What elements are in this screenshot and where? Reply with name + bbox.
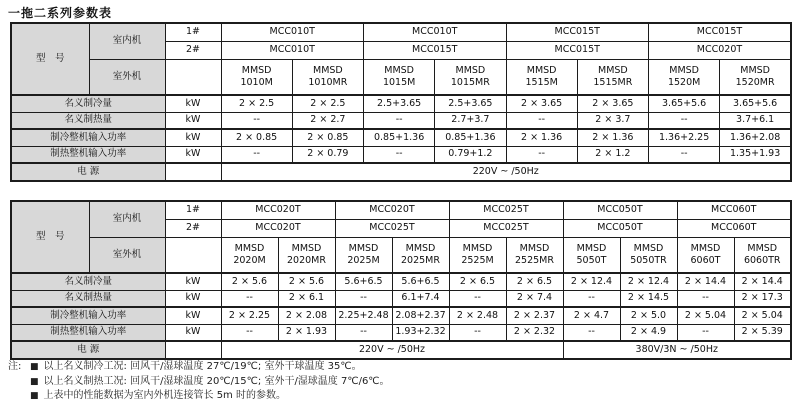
model-corner-label: 型 号 xyxy=(11,23,89,95)
unit-cell: kW xyxy=(165,307,221,324)
indoor-unit-2-model: MCC015T xyxy=(364,41,507,59)
table-2-container xyxy=(10,200,792,360)
spec-value-cell: -- xyxy=(449,290,506,307)
power-label: 电 源 xyxy=(11,163,165,181)
power-row xyxy=(11,341,791,359)
outdoor-brand: MMSD xyxy=(234,242,265,254)
spec-value-cell: 2.08+2.37 xyxy=(392,307,449,324)
spec-value-cell: 2 × 2.48 xyxy=(449,307,506,324)
outdoor-brand: MMSD xyxy=(348,242,379,254)
slot-1-label: 1# xyxy=(165,201,221,219)
spec-value-cell: 2 × 4.9 xyxy=(620,324,677,341)
unit-cell: kW xyxy=(165,146,221,163)
indoor-unit-1-model: MCC015T xyxy=(649,23,792,41)
spec-value-cell: 2 × 14.4 xyxy=(677,273,734,290)
spec-row xyxy=(11,307,791,324)
spec-row xyxy=(11,129,791,146)
spec-value-cell: -- xyxy=(221,146,292,163)
outdoor-model-number: 1515MR xyxy=(593,76,633,88)
outdoor-unit-model xyxy=(620,237,677,273)
outdoor-unit-model xyxy=(221,237,278,273)
outdoor-unit-model xyxy=(506,237,563,273)
spec-value-cell: 2 × 5.04 xyxy=(734,307,791,324)
spec-value-cell: 2.5+3.65 xyxy=(435,95,506,112)
outdoor-unit-label: 室外机 xyxy=(89,237,165,273)
spec-value-cell: 2 × 1.93 xyxy=(278,324,335,341)
spec-value-cell: -- xyxy=(449,324,506,341)
spec-value-cell: 2 × 1.36 xyxy=(577,129,648,146)
spec-value-cell: 2 × 5.0 xyxy=(620,307,677,324)
spec-row xyxy=(11,273,791,290)
outdoor-model-number: 1010MR xyxy=(308,76,348,88)
outdoor-unit-model xyxy=(435,59,506,95)
spec-value-cell: -- xyxy=(649,112,720,129)
spec-value-cell: -- xyxy=(221,112,292,129)
outdoor-brand: MMSD xyxy=(690,242,721,254)
notes-list xyxy=(30,360,390,404)
outdoor-model-number: 5050T xyxy=(576,254,607,266)
header-row-indoor-1 xyxy=(11,201,791,219)
spec-value-cell: 2 × 12.4 xyxy=(563,273,620,290)
spec-value-cell: 2 × 14.4 xyxy=(734,273,791,290)
indoor-unit-1-model: MCC050T xyxy=(563,201,677,219)
spec-row-label: 制热整机输入功率 xyxy=(11,146,165,163)
spec-row xyxy=(11,95,791,112)
spec-value-cell: 2 × 5.04 xyxy=(677,307,734,324)
note-item xyxy=(30,389,390,404)
indoor-unit-1-model: MCC025T xyxy=(449,201,563,219)
spec-value-cell: 2.5+3.65 xyxy=(364,95,435,112)
spec-value-cell: -- xyxy=(506,146,577,163)
outdoor-brand: MMSD xyxy=(519,242,550,254)
outdoor-brand: MMSD xyxy=(384,64,414,76)
spec-value-cell: -- xyxy=(364,112,435,129)
spec-value-cell: -- xyxy=(506,112,577,129)
power-value: 220V ~ /50Hz xyxy=(221,163,791,181)
spec-value-cell: 3.65+5.6 xyxy=(720,95,791,112)
series-table-2 xyxy=(10,200,792,360)
spec-value-cell: -- xyxy=(335,290,392,307)
outdoor-unit-model xyxy=(392,237,449,273)
spec-value-cell: 2 × 6.1 xyxy=(278,290,335,307)
spec-value-cell: -- xyxy=(221,324,278,341)
unit-cell: kW xyxy=(165,112,221,129)
spec-value-cell: 2 × 2.5 xyxy=(292,95,363,112)
spec-value-cell: 0.79+1.2 xyxy=(435,146,506,163)
spec-value-cell: 2.7+3.7 xyxy=(435,112,506,129)
outdoor-unit-spacer xyxy=(165,237,221,273)
spec-value-cell: 2 × 0.85 xyxy=(292,129,363,146)
spec-value-cell: -- xyxy=(221,290,278,307)
note-text: 以上名义制热工况: 回风干/湿球温度 20℃/15℃; 室外干/湿球温度 7℃/6℃。 xyxy=(43,375,390,387)
spec-value-cell: 5.6+6.5 xyxy=(392,273,449,290)
spec-value-cell: 2 × 3.65 xyxy=(506,95,577,112)
spec-value-cell: 2 × 2.7 xyxy=(292,112,363,129)
outdoor-brand: MMSD xyxy=(241,64,272,76)
indoor-unit-2-model: MCC025T xyxy=(449,219,563,237)
outdoor-unit-model xyxy=(649,59,720,95)
power-value: 220V ~ /50Hz xyxy=(221,341,563,359)
spec-value-cell: 2 × 6.5 xyxy=(449,273,506,290)
spec-value-cell: 2 × 1.36 xyxy=(506,129,577,146)
outdoor-unit-model xyxy=(364,59,435,95)
outdoor-brand: MMSD xyxy=(576,242,607,254)
outdoor-model-number: 6060T xyxy=(690,254,721,266)
spec-value-cell: 2 × 17.3 xyxy=(734,290,791,307)
slot-1-label: 1# xyxy=(165,23,221,41)
spec-value-cell: 2 × 2.08 xyxy=(278,307,335,324)
square-bullet-icon: ■ xyxy=(30,362,39,372)
outdoor-brand: MMSD xyxy=(633,242,664,254)
indoor-unit-1-model: MCC015T xyxy=(506,23,649,41)
outdoor-brand: MMSD xyxy=(526,64,557,76)
spec-value-cell: 2 × 2.5 xyxy=(221,95,292,112)
spec-value-cell: 1.36+2.25 xyxy=(649,129,720,146)
outdoor-brand: MMSD xyxy=(455,64,486,76)
spec-value-cell: 5.6+6.5 xyxy=(335,273,392,290)
outdoor-unit-model xyxy=(506,59,577,95)
power-label: 电 源 xyxy=(11,341,165,359)
outdoor-model-number: 2025MR xyxy=(401,254,440,266)
outdoor-unit-label: 室外机 xyxy=(89,59,165,95)
outdoor-model-number: 2025M xyxy=(347,254,380,266)
indoor-unit-2-model: MCC020T xyxy=(649,41,792,59)
model-corner-label: 型 号 xyxy=(11,201,89,273)
outdoor-model-number: 2525MR xyxy=(515,254,554,266)
outdoor-unit-model xyxy=(292,59,363,95)
indoor-unit-1-model: MCC010T xyxy=(221,23,364,41)
outdoor-model-number: 2020M xyxy=(233,254,266,266)
outdoor-unit-model xyxy=(221,59,292,95)
spec-value-cell: 2 × 2.25 xyxy=(221,307,278,324)
unit-cell: kW xyxy=(165,129,221,146)
spec-value-cell: 2 × 12.4 xyxy=(620,273,677,290)
indoor-unit-1-model: MCC020T xyxy=(335,201,449,219)
table-1-container xyxy=(10,22,792,182)
notes-section xyxy=(8,360,390,404)
power-unit-spacer xyxy=(165,163,221,181)
notes-prefix: 注: xyxy=(8,361,22,372)
header-row-outdoor xyxy=(11,59,791,95)
unit-cell: kW xyxy=(165,290,221,307)
spec-value-cell: -- xyxy=(649,146,720,163)
page-title: 一拖二系列参数表 xyxy=(8,6,113,20)
outdoor-brand: MMSD xyxy=(740,64,770,76)
spec-value-cell: -- xyxy=(677,290,734,307)
power-unit-spacer xyxy=(165,341,221,359)
outdoor-model-number: 1520M xyxy=(667,76,701,88)
spec-value-cell: 2 × 5.6 xyxy=(278,273,335,290)
spec-value-cell: 1.35+1.93 xyxy=(720,146,791,163)
spec-value-cell: 2 × 3.7 xyxy=(577,112,648,129)
spec-value-cell: 2 × 2.37 xyxy=(506,307,563,324)
outdoor-brand: MMSD xyxy=(598,64,628,76)
outdoor-brand: MMSD xyxy=(313,64,343,76)
outdoor-unit-model xyxy=(720,59,791,95)
spec-value-cell: -- xyxy=(677,324,734,341)
outdoor-model-number: 6060TR xyxy=(743,254,781,266)
indoor-unit-1-model: MCC060T xyxy=(677,201,791,219)
indoor-unit-1-model: MCC010T xyxy=(364,23,507,41)
spec-row-label: 名义制冷量 xyxy=(11,273,165,290)
spec-value-cell: 2 × 4.7 xyxy=(563,307,620,324)
spec-row-label: 制冷整机输入功率 xyxy=(11,307,165,324)
indoor-unit-2-model: MCC010T xyxy=(221,41,364,59)
spec-row-label: 名义制热量 xyxy=(11,290,165,307)
square-bullet-icon: ■ xyxy=(30,376,39,387)
spec-value-cell: 1.93+2.32 xyxy=(392,324,449,341)
spec-row-label: 名义制热量 xyxy=(11,112,165,129)
slot-2-label: 2# xyxy=(165,219,221,237)
outdoor-model-number: 1520MR xyxy=(735,76,775,88)
spec-row xyxy=(11,112,791,129)
spec-value-cell: 1.36+2.08 xyxy=(720,129,791,146)
spec-value-cell: 2.25+2.48 xyxy=(335,307,392,324)
spec-value-cell: 3.65+5.6 xyxy=(649,95,720,112)
outdoor-model-number: 1015MR xyxy=(450,76,490,88)
indoor-unit-2-model: MCC015T xyxy=(506,41,649,59)
spec-value-cell: -- xyxy=(364,146,435,163)
outdoor-model-number: 1515M xyxy=(525,76,558,88)
outdoor-model-number: 5050TR xyxy=(630,254,667,266)
indoor-unit-2-model: MCC050T xyxy=(563,219,677,237)
outdoor-unit-model xyxy=(278,237,335,273)
spec-value-cell: 2 × 14.5 xyxy=(620,290,677,307)
outdoor-brand: MMSD xyxy=(669,64,699,76)
indoor-unit-label: 室内机 xyxy=(89,201,165,237)
outdoor-unit-model xyxy=(577,59,648,95)
spec-value-cell: -- xyxy=(563,324,620,341)
outdoor-brand: MMSD xyxy=(462,242,493,254)
outdoor-unit-model xyxy=(563,237,620,273)
outdoor-unit-spacer xyxy=(165,59,221,95)
spec-row-label: 名义制冷量 xyxy=(11,95,165,112)
note-text: 以上名义制冷工况: 回风干/湿球温度 27℃/19℃; 室外干球温度 35℃。 xyxy=(43,361,362,372)
outdoor-unit-model xyxy=(677,237,734,273)
outdoor-model-number: 1010M xyxy=(240,76,273,88)
note-item xyxy=(30,360,390,375)
spec-value-cell: 2 × 0.85 xyxy=(221,129,292,146)
spec-value-cell: 3.7+6.1 xyxy=(720,112,791,129)
outdoor-model-number: 1015M xyxy=(382,76,416,88)
series-table-1 xyxy=(10,22,792,182)
outdoor-unit-model xyxy=(449,237,506,273)
outdoor-model-number: 2525M xyxy=(461,254,494,266)
outdoor-brand: MMSD xyxy=(747,242,778,254)
spec-value-cell: 2 × 0.79 xyxy=(292,146,363,163)
unit-cell: kW xyxy=(165,324,221,341)
spec-value-cell: 2 × 1.2 xyxy=(577,146,648,163)
note-text: 上表中的性能数据为室内外机连接管长 5m 时的参数。 xyxy=(43,390,286,401)
spec-value-cell: 2 × 6.5 xyxy=(506,273,563,290)
indoor-unit-2-model: MCC025T xyxy=(335,219,449,237)
header-row-outdoor xyxy=(11,237,791,273)
note-item xyxy=(30,375,390,390)
spec-row-label: 制热整机输入功率 xyxy=(11,324,165,341)
indoor-unit-2-model: MCC020T xyxy=(221,219,335,237)
spec-value-cell: 2 × 5.39 xyxy=(734,324,791,341)
spec-value-cell: 0.85+1.36 xyxy=(435,129,506,146)
spec-value-cell: 2 × 3.65 xyxy=(577,95,648,112)
power-value: 380V/3N ~ /50Hz xyxy=(563,341,791,359)
spec-row xyxy=(11,290,791,307)
outdoor-unit-model xyxy=(335,237,392,273)
indoor-unit-2-model: MCC060T xyxy=(677,219,791,237)
outdoor-model-number: 2020MR xyxy=(287,254,326,266)
spec-value-cell: -- xyxy=(563,290,620,307)
spec-value-cell: 2 × 7.4 xyxy=(506,290,563,307)
spec-row xyxy=(11,146,791,163)
spec-value-cell: 2 × 2.32 xyxy=(506,324,563,341)
indoor-unit-1-model: MCC020T xyxy=(221,201,335,219)
spec-value-cell: 2 × 5.6 xyxy=(221,273,278,290)
spec-row-label: 制冷整机输入功率 xyxy=(11,129,165,146)
power-row xyxy=(11,163,791,181)
unit-cell: kW xyxy=(165,95,221,112)
spec-value-cell: 6.1+7.4 xyxy=(392,290,449,307)
unit-cell: kW xyxy=(165,273,221,290)
outdoor-brand: MMSD xyxy=(405,242,436,254)
spec-value-cell: 0.85+1.36 xyxy=(364,129,435,146)
spec-row xyxy=(11,324,791,341)
square-bullet-icon: ■ xyxy=(30,391,39,401)
outdoor-unit-model xyxy=(734,237,791,273)
spec-value-cell: -- xyxy=(335,324,392,341)
indoor-unit-label: 室内机 xyxy=(89,23,165,59)
outdoor-brand: MMSD xyxy=(291,242,322,254)
slot-2-label: 2# xyxy=(165,41,221,59)
header-row-indoor-1 xyxy=(11,23,791,41)
